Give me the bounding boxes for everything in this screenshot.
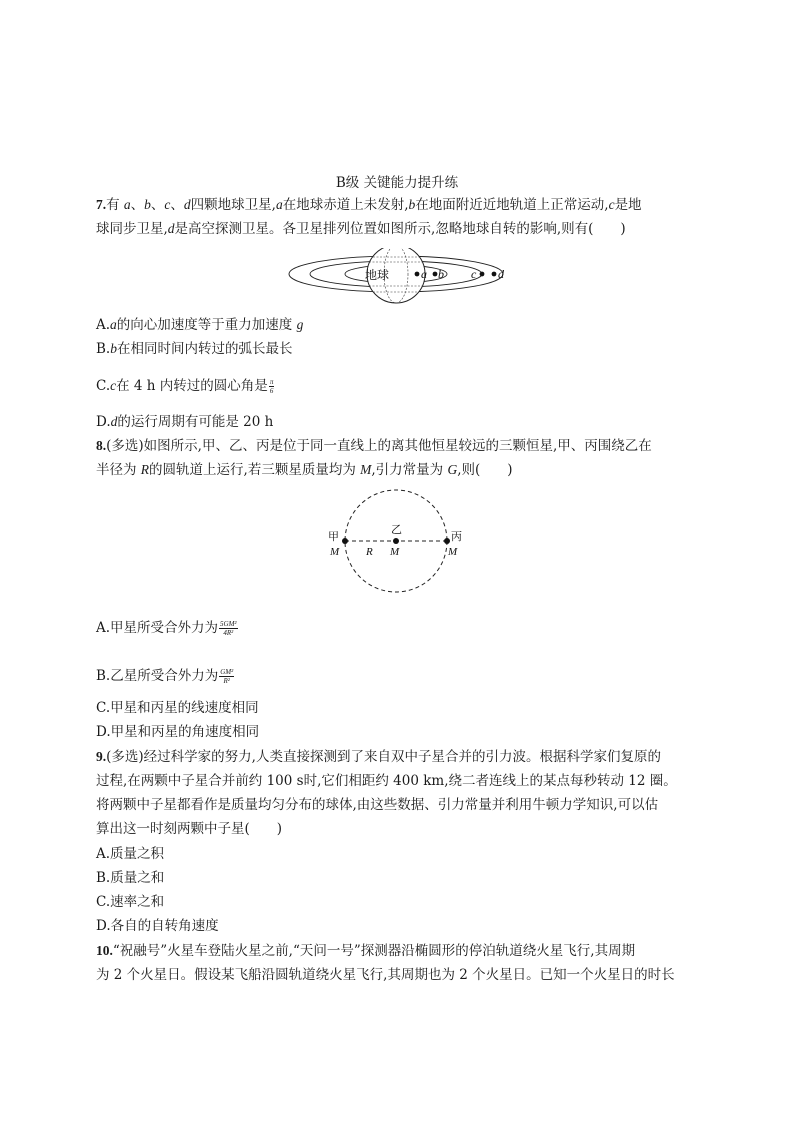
satellite-a-dot (415, 272, 420, 277)
star-bing-label: 丙 (451, 531, 462, 543)
star-yi-label: 乙 (391, 524, 402, 536)
q9-option-d: D.各自的自转角速度 (96, 918, 219, 934)
q8-option-b: B.乙星所受合外力为 $\frac{\text{GM²}}{\text{R²}}$ (96, 668, 234, 685)
q7-number: 7. (96, 197, 107, 212)
q9-line-1: 9.(多选)经过科学家的努力,人类直接探测到了来自双中子星合并的引力波。根据科学家们复原的 (96, 749, 661, 765)
q9-line-3: 将两颗中子星都看作是质量均匀分布的球体,由这些数据、引力常量并利用牛顿力学知识,可以估 (96, 797, 659, 813)
q8-option-a-fraction: $\frac{\text{5GM²}}{\text{4R²}}$ (220, 620, 237, 637)
satellite-b-dot (433, 272, 438, 277)
star-jia-dot (342, 538, 348, 544)
q7-option-d: D.d的运行周期有可能是 20 h (96, 414, 274, 430)
satellite-d-label: d (498, 267, 504, 281)
star-bing-dot (444, 538, 450, 544)
q9-line-2: 过程,在两颗中子星合并前约 100 s时,它们相距约 400 km,绕二者连线上的某点每秒转动 12 圈。 (96, 773, 677, 789)
q7-option-b: B.b在相同时间内转过的弧长最长 (96, 341, 293, 357)
q9-option-b: B.质量之和 (96, 870, 165, 886)
earth-label: 地球 (365, 268, 390, 282)
star-bing-mass: M (448, 546, 458, 558)
satellite-d-dot (492, 272, 497, 277)
q9-option-c: C.速率之和 (96, 894, 165, 910)
q8-option-d: D.甲星和丙星的角速度相同 (96, 724, 260, 740)
q7-orbit-figure (285, 248, 515, 304)
q10-number: 10. (96, 943, 113, 958)
q8-star-figure (320, 484, 470, 594)
q9-option-a: A.质量之积 (96, 846, 165, 862)
q7-line-1: 7.有 a、b、c、d四颗地球卫星,a在地球赤道上未发射,b在地面附近近地轨道上正常运动,c是地 (96, 197, 642, 213)
q9-number: 9. (96, 749, 107, 764)
q8-number: 8. (96, 438, 107, 453)
star-yi-mass: M (390, 546, 400, 558)
star-jia-mass: M (330, 546, 340, 558)
q10-line-1: 10.“祝融号”火星车登陆火星之前,“天问一号”探测器沿椭圆形的停泊轨道绕火星飞行,其周期 (96, 943, 636, 959)
q7-option-c-fraction: $\frac{\pi}{6}$ (269, 378, 274, 395)
satellite-a-label: a (421, 267, 427, 281)
q8-option-c: C.甲星和丙星的线速度相同 (96, 700, 259, 716)
q9-line-4: 算出这一时刻两颗中子星( ) (96, 821, 283, 837)
q7-line-2: 球同步卫星,d是高空探测卫星。各卫星排列位置如图所示,忽略地球自转的影响,则有( ) (96, 221, 626, 237)
q7-option-a: A.a的向心加速度等于重力加速度 g (96, 317, 304, 333)
star-yi-dot (393, 538, 399, 544)
q7-option-c: C.c在 4 h 内转过的圆心角是 $\frac{\pi}{6}$ (96, 378, 274, 395)
q10-line-2: 为 2 个火星日。假设某飞船沿圆轨道绕火星飞行,其周期也为 2 个火星日。已知一个火星日的时长 (96, 967, 675, 983)
star-jia-label: 甲 (328, 531, 339, 543)
q8-line-2: 半径为 R的圆轨道上运行,若三颗星质量均为 M,引力常量为 G,则( ) (96, 462, 513, 478)
radius-label: R (366, 546, 373, 558)
satellite-b-label: b (438, 267, 444, 281)
section-title: B级 关键能力提升练 (335, 175, 459, 191)
satellite-c-dot (480, 272, 485, 277)
q8-option-a: A.甲星所受合外力为 $\frac{\text{5GM²}}{\text{4R²}}$ (96, 620, 237, 637)
q8-line-1: 8.(多选)如图所示,甲、乙、丙是位于同一直线上的离其他恒星较远的三颗恒星,甲、丙围绕乙在 (96, 438, 652, 454)
q8-option-b-fraction: $\frac{\text{GM²}}{\text{R²}}$ (220, 668, 234, 685)
satellite-c-label: c (471, 267, 477, 281)
